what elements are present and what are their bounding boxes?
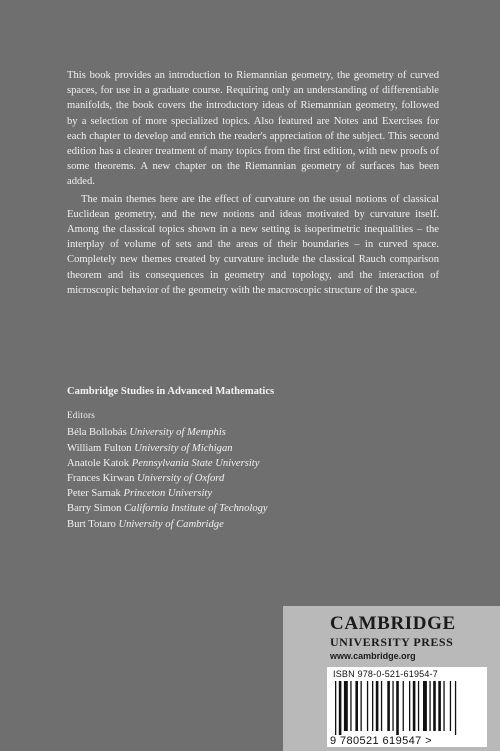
editor-affiliation: University of Oxford <box>137 473 225 485</box>
editor-name: Peter Sarnak <box>67 488 121 500</box>
publisher-url: www.cambridge.org <box>330 651 416 661</box>
series-section <box>67 384 437 532</box>
publisher-logo-name: CAMBRIDGE <box>330 613 456 634</box>
editor-affiliation: University of Memphis <box>129 427 226 439</box>
editor-name: Anatole Katok <box>67 457 130 469</box>
editor-entry <box>67 471 437 486</box>
editor-affiliation: California Institute of Technology <box>124 503 268 515</box>
description-paragraph-1: This book provides an introduction to Riemannian geometry, the geometry of curved spaces, for use in a graduate course. Requiring only an understanding of differentiable manifolds, the book covers the introductory ideas of Riemannian geometry, followed by a selection of more specialized topics. Also featured are Notes and Exercises for each chapter to develop and enrich the reader's appreciation of the subject. This second edition has a clearer treatment of many topics from the first edition, with new proofs of some theorems. A new chapter on the Riemannian geometry of surfaces has been added. <box>67 70 439 188</box>
editors-list <box>67 425 437 531</box>
series-title: Cambridge Studies in Advanced Mathematics <box>67 386 275 397</box>
editor-entry <box>67 486 437 501</box>
editor-entry <box>67 425 437 440</box>
editor-name: Béla Bollobás <box>67 427 127 439</box>
editor-entry <box>67 501 437 516</box>
editor-affiliation: University of Cambridge <box>118 518 224 530</box>
editor-entry <box>67 456 437 471</box>
editor-entry <box>67 517 437 532</box>
editor-affiliation: Pennsylvania State University <box>131 457 260 469</box>
editor-name: William Fulton <box>67 442 132 454</box>
barcode-icon <box>333 681 481 735</box>
isbn-label: ISBN 978-0-521-61954-7 <box>333 669 438 679</box>
barcode-digits: 9 780521 619547 > <box>330 735 432 747</box>
editors-label: Editors <box>67 410 96 421</box>
editor-name: Frances Kirwan <box>67 473 135 485</box>
publisher-press-label: UNIVERSITY PRESS <box>330 635 454 649</box>
editor-affiliation: Princeton University <box>123 488 213 500</box>
editor-entry <box>67 441 437 456</box>
description-paragraph-2: The main themes here are the effect of curvature on the usual notions of classical Euclidean geometry, and the new notions and ideas motivated by curvature itself. Among the classical topics shown in a new setting is isoperimetric inequalities – the interplay of volume of sets and the areas of their boundaries – in curved space. Completely new themes created by curvature include the classical Rauch comparison theorem and its consequences in geometry and topology, and the interaction of microscopic behavior of the geometry with the macroscopic structure of the space. <box>67 193 439 296</box>
editor-name: Barry Simon <box>67 503 122 515</box>
editor-affiliation: University of Michigan <box>134 442 233 454</box>
book-description <box>67 68 439 298</box>
editor-name: Burt Totaro <box>67 518 116 530</box>
